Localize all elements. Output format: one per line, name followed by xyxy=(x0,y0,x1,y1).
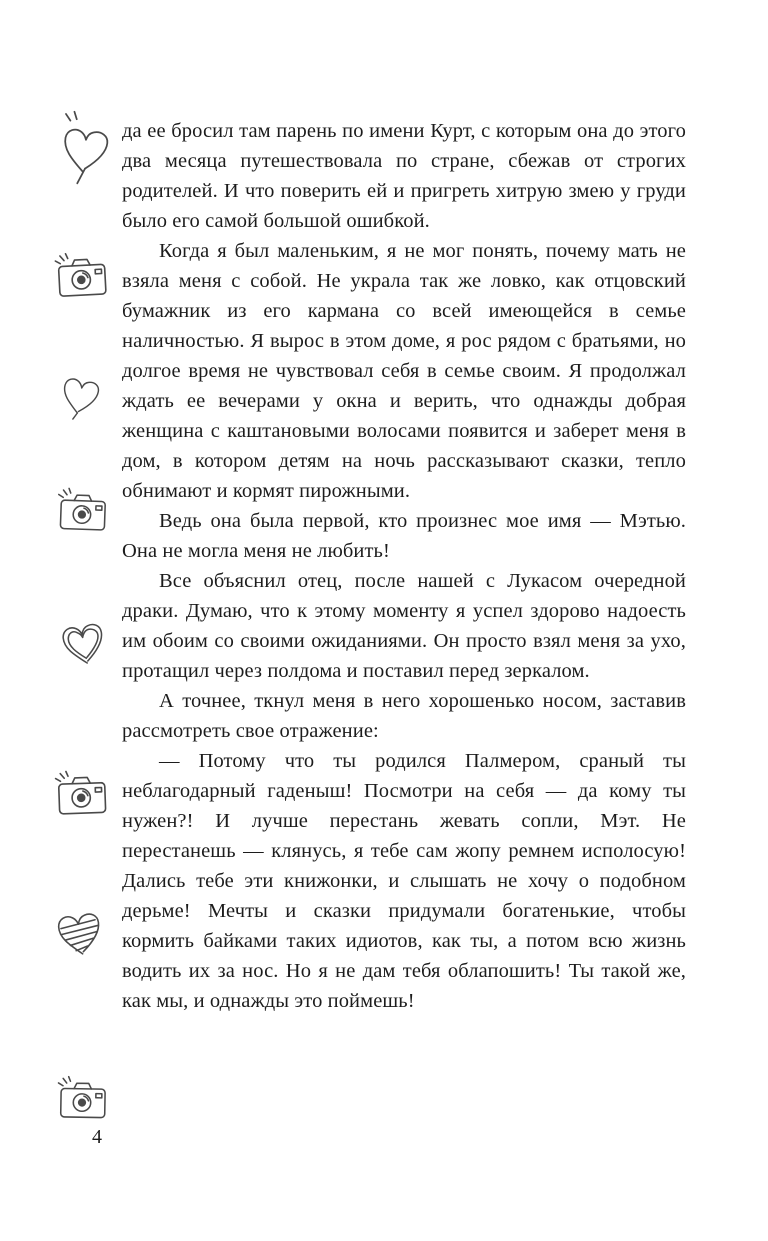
paragraph: А точнее, ткнул меня в него хорошенько носом, заставив рассмотреть свое отражение: xyxy=(122,690,686,742)
heart-doodle-icon xyxy=(54,369,106,428)
heart-doodle-icon xyxy=(52,109,117,189)
paragraph: — Потому что ты родился Палмером, сраный ты неблагодарный гаденыш! Посмотри на себя — да кому ты нужен?! И лучше перестань жевать сопли, Мэт. Не перестанешь — клянусь, я тебе сам жопу ремнем исполосую! Дались тебе эти книжонки, и слышать не хочу о подобном дерьме! Мечты и сказки придумали богатенькие, чтобы кормить байками таких идиотов, как ты, а потом всю жизнь водить их за нос. Но я не дам тебя облапошить! Ты такой же, как мы, и однажды это поймешь! xyxy=(122,750,686,1012)
page-number: 4 xyxy=(92,1126,102,1148)
paragraph: да ее бросил там парень по имени Курт, с которым она до этого два месяца путешествовала по стране, сбежав от строгих родителей. И что поверить ей и пригреть хитрую змею у груди было его самой большой ошибкой. xyxy=(122,120,686,232)
camera-doodle-icon xyxy=(53,251,111,300)
paragraph: Ведь она была первой, кто произнес мое имя — Мэтью. Она не могла меня не любить! xyxy=(122,510,686,562)
camera-doodle-icon xyxy=(55,487,111,533)
camera-doodle-icon xyxy=(56,1076,111,1121)
paragraph: Когда я был маленьким, я не мог понять, почему мать не взяла меня с собой. Не украла так же ловко, как отцовский бумажник из его кармана со всей имеющейся в семье наличностью. Я вырос в этом доме, я рос рядом с братьями, но долгое время не чувствовал себя в семье своим. Я продолжал ждать ее вечерами у окна и верить, что однажды добрая женщина с каштановыми волосами появится и заберет меня в дом, в котором детям на ночь рассказывают сказки, тепло обнимают и кормят пирожными. xyxy=(122,240,686,502)
heart-doodle-icon xyxy=(54,614,115,676)
paragraph: Все объяснил отец, после нашей с Лукасом очередной драки. Думаю, что к этому моменту я успел здорово надоесть им обоим со своими ожиданиями. Он просто взял меня за ухо, протащил через полдома и поставил перед зеркалом. xyxy=(122,570,686,682)
camera-doodle-icon xyxy=(53,769,111,817)
text-column xyxy=(122,116,686,1016)
heart-scribble-icon xyxy=(49,904,112,965)
